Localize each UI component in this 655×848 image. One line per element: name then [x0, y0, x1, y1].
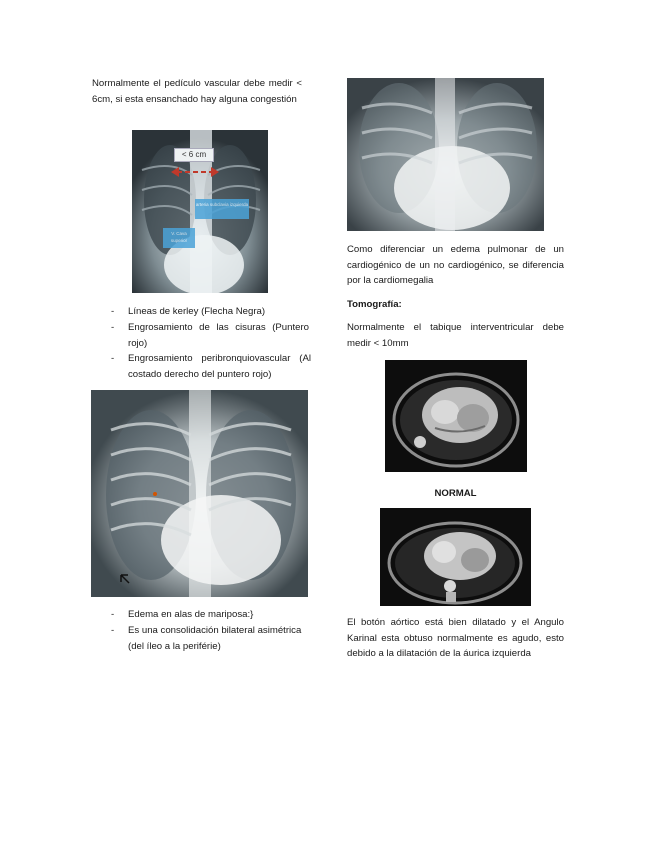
list-item — [111, 320, 311, 352]
tomography-heading: Tomografía: — [347, 299, 402, 310]
ct-heart-image-1 — [385, 360, 527, 472]
list-item-text: Edema en alas de mariposa:} — [128, 609, 254, 620]
normal-label: NORMAL — [434, 488, 477, 499]
list-item-text: Líneas de kerley (Flecha Negra) — [128, 306, 266, 317]
list-bullet: - — [111, 609, 115, 620]
list-item — [111, 304, 311, 320]
cardiomegaly-paragraph: Como diferenciar un edema pulmonar de un cardiogénico de un no cardiogénico, se diferencia por la cardiomegalia — [347, 244, 564, 286]
list-item-text: Engrosamiento de las cisuras (Puntero rojo) — [128, 322, 309, 349]
measure-label: < 6 cm — [174, 148, 214, 162]
list-item — [111, 351, 311, 383]
chest-xray-cardiomegaly-image — [347, 78, 544, 231]
intro-paragraph: Normalmente el pedículo vascular debe medir < 6cm, si esta ensanchado hay alguna congestión — [92, 78, 302, 105]
list-bullet: - — [111, 353, 115, 364]
chest-xray-edema-image — [91, 390, 308, 597]
subclavian-label: arteria subclavia izquierda — [195, 199, 249, 219]
ct-heart-image-2 — [380, 508, 531, 606]
list-item — [111, 623, 311, 655]
list-bullet: - — [111, 322, 115, 333]
vena-cava-label: V. Cava superior — [163, 228, 195, 248]
list-item-text: Es una consolidación bilateral asimétrica (del íleo a la periférie) — [128, 625, 302, 652]
list-bullet: - — [111, 625, 115, 636]
list-item — [111, 607, 311, 623]
septum-paragraph: Normalmente el tabique interventricular debe medir < 10mm — [347, 322, 564, 349]
aortic-knob-paragraph: El botón aórtico está bien dilatado y el Angulo Karinal esta obtuso normalmente es agudo, esto debido a la dilatación de la áurica izquierda — [347, 617, 564, 659]
list-item-text: Engrosamiento peribronquiovascular (Al costado derecho del puntero rojo) — [128, 353, 311, 380]
measure-arrow-icon — [171, 166, 219, 178]
list-bullet: - — [111, 306, 115, 317]
